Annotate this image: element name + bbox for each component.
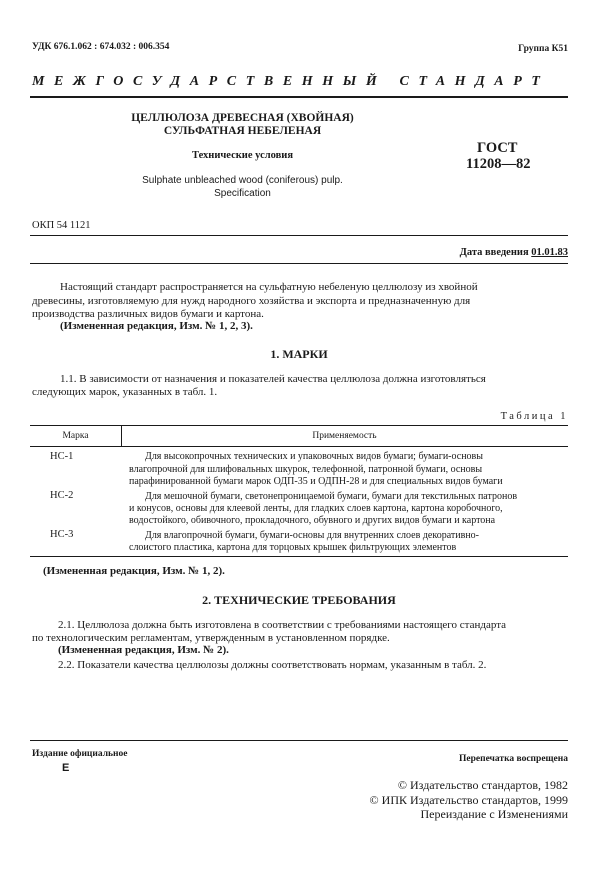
section-1-p1-line-2: следующих марок, указанных в табл. 1. [32,386,218,398]
group-code: Группа К51 [518,44,568,54]
footer-rule [30,740,568,741]
row-3-line-1: Для влагопрочной бумаги, бумаги-основы для внутренних слоев декоративно- [145,530,479,541]
table-col-mark: Марка [62,431,89,441]
title-line-2: СУЛЬФАТНАЯ НЕБЕЛЕНАЯ [163,125,322,137]
preamble-line-1: Настоящий стандарт распространяется на сульфатную небеленую целлюлозу из хвойной [60,281,478,293]
section-2-edit: (Измененная редакция, Изм. № 2). [58,644,229,656]
row-1-line-1: Для высокопрочных технических и упаковочных видов бумаги; бумаги-основы [145,451,483,462]
title-english-2: Specification [214,188,271,199]
section-2-p1-line-2: по технологическим регламентам, утвержденным в установленном порядке. [32,632,390,644]
row-3-mark: НС-3 [50,529,74,540]
row-2-line-1: Для мешочной бумаги, светонепроницаемой бумаги, бумаги для текстильных патронов [145,491,518,502]
banner-rule [30,96,568,98]
section-2-p2: 2.2. Показатели качества целлюлозы должны соответствовать нормам, указанным в табл. 2. [58,659,487,671]
intro-date [460,247,568,258]
section-1-edit: (Измененная редакция, Изм. № 1, 2). [43,565,225,577]
preamble-line-3: производства различных видов бумаги и картона. [32,308,264,320]
preamble-line-2: древесины, изготовляемую для нужд народного хозяйства и экспорта и предназначенную для [32,295,471,307]
official-edition: Издание официальное [32,749,128,759]
section-2-p1-line-1: 2.1. Целлюлоза должна быть изготовлена в соответствии с требованиями настоящего стандарта [58,619,507,631]
gost-label: ГОСТ [477,140,518,156]
table-top-rule [30,425,568,426]
row-2-line-3: водостойкого, обивочного, прокладочного, обувного и других видов бумаги и картона [129,515,496,526]
row-1-line-3: парафинированной бумаги марок ОДП-35 и ОДПН-28 и для специальных видов бумаги [129,476,503,487]
udk-code: УДК 676.1.062 : 674.032 : 006.354 [32,42,170,52]
gost-number: 11208—82 [466,156,531,172]
intro-date-label: Дата введения [459,247,529,258]
copyright-1982: © Издательство стандартов, 1982 [397,778,568,792]
title-line-1: ЦЕЛЛЮЛОЗА ДРЕВЕСНАЯ (ХВОЙНАЯ) [131,112,354,124]
section-1-p1-line-1: 1.1. В зависимости от назначения и показателей качества целлюлоза должна изготовляться [60,373,486,385]
intro-date-value: 01.01.83 [531,247,568,258]
row-1-line-2: влагопрочной для шлифовальных шкурок, телефонной, патронной бумаги, основы [129,464,483,475]
row-2-line-2: и конусов, основы для клеевой ленты, для гладких слоев картона, картона коробочного, [129,503,503,514]
section-1-heading: 1. МАРКИ [270,347,328,361]
row-1-mark: НС-1 [50,451,74,462]
edition-letter: Е [62,762,70,774]
okp-code: ОКП 54 1121 [32,220,91,231]
table-col-application: Применяемость [312,431,377,441]
reissue-note: Переиздание с Изменениями [420,807,568,821]
table-1-label: Таблица 1 [500,411,568,422]
standard-banner: МЕЖГОСУДАРСТВЕННЫЙ СТАНДАРТ [32,74,550,89]
row-3-line-2: слоистого пластика, картона для торцовых крышек фильтрующих элементов [129,542,457,553]
table-header-rule [30,446,568,447]
date-rule [30,263,568,264]
reprint-notice: Перепечатка воспрещена [458,754,568,764]
section-2-heading: 2. ТЕХНИЧЕСКИЕ ТРЕБОВАНИЯ [202,593,396,607]
copyright-1999: © ИПК Издательство стандартов, 1999 [369,793,568,807]
table-bottom-rule [30,556,568,557]
okp-rule [30,235,568,236]
title-subtitle: Технические условия [191,150,294,161]
preamble-edit: (Измененная редакция, Изм. № 1, 2, 3). [60,320,253,332]
title-english-1: Sulphate unbleached wood (coniferous) pulp. [142,175,343,186]
row-2-mark: НС-2 [50,490,74,501]
